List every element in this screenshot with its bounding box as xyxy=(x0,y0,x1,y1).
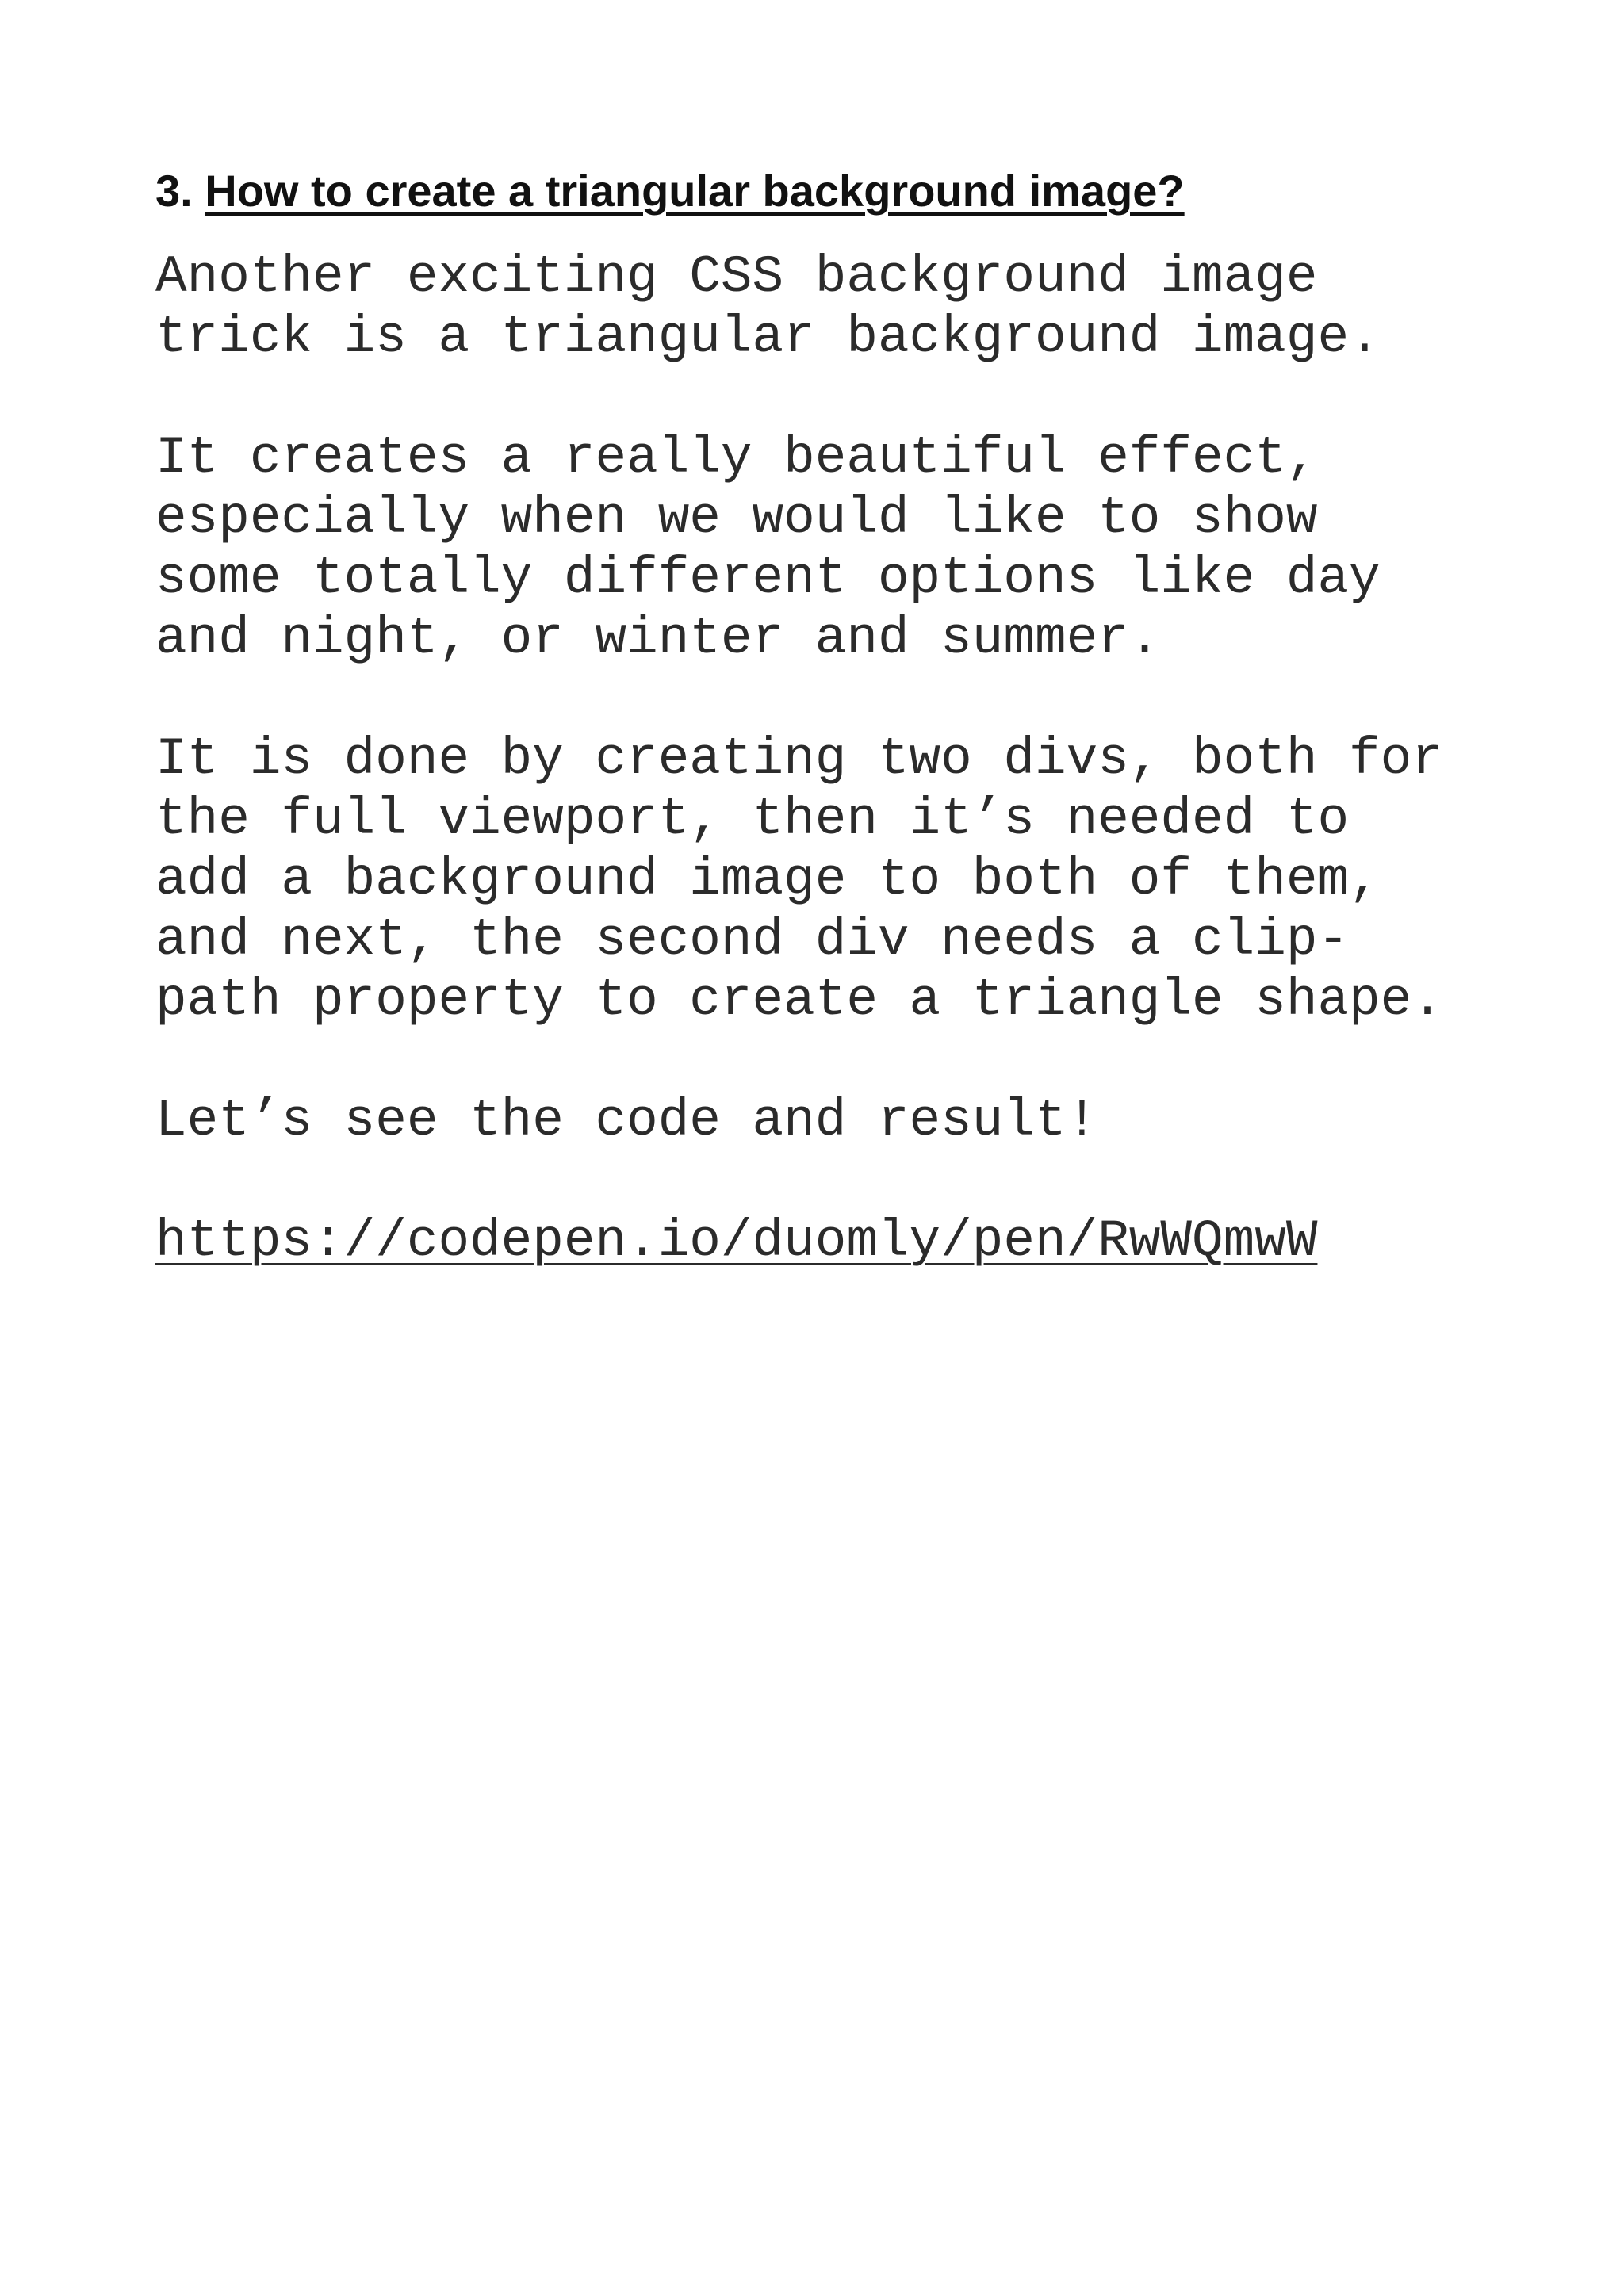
paragraph-cta: Let’s see the code and result! xyxy=(155,1091,1098,1150)
section-title: How to create a triangular background image? xyxy=(205,166,1185,216)
paragraph-effect: It creates a really beautiful effect, especially when we would like to show some totally different options like day and night, or winter and summer. xyxy=(155,428,1381,668)
section-heading xyxy=(155,155,1503,227)
paragraph-method: It is done by creating two divs, both for the full viewport, then it’s needed to add a background image to both of them, and next, the second div needs a clip- path property to create a triangle shape. xyxy=(155,729,1443,1030)
article-content xyxy=(155,155,1503,1272)
codepen-link[interactable]: https://codepen.io/duomly/pen/RwWQmwW xyxy=(155,1211,1318,1271)
section-number: 3. xyxy=(155,166,193,216)
paragraph-intro: Another exciting CSS background image trick is a triangular background image. xyxy=(155,247,1381,367)
